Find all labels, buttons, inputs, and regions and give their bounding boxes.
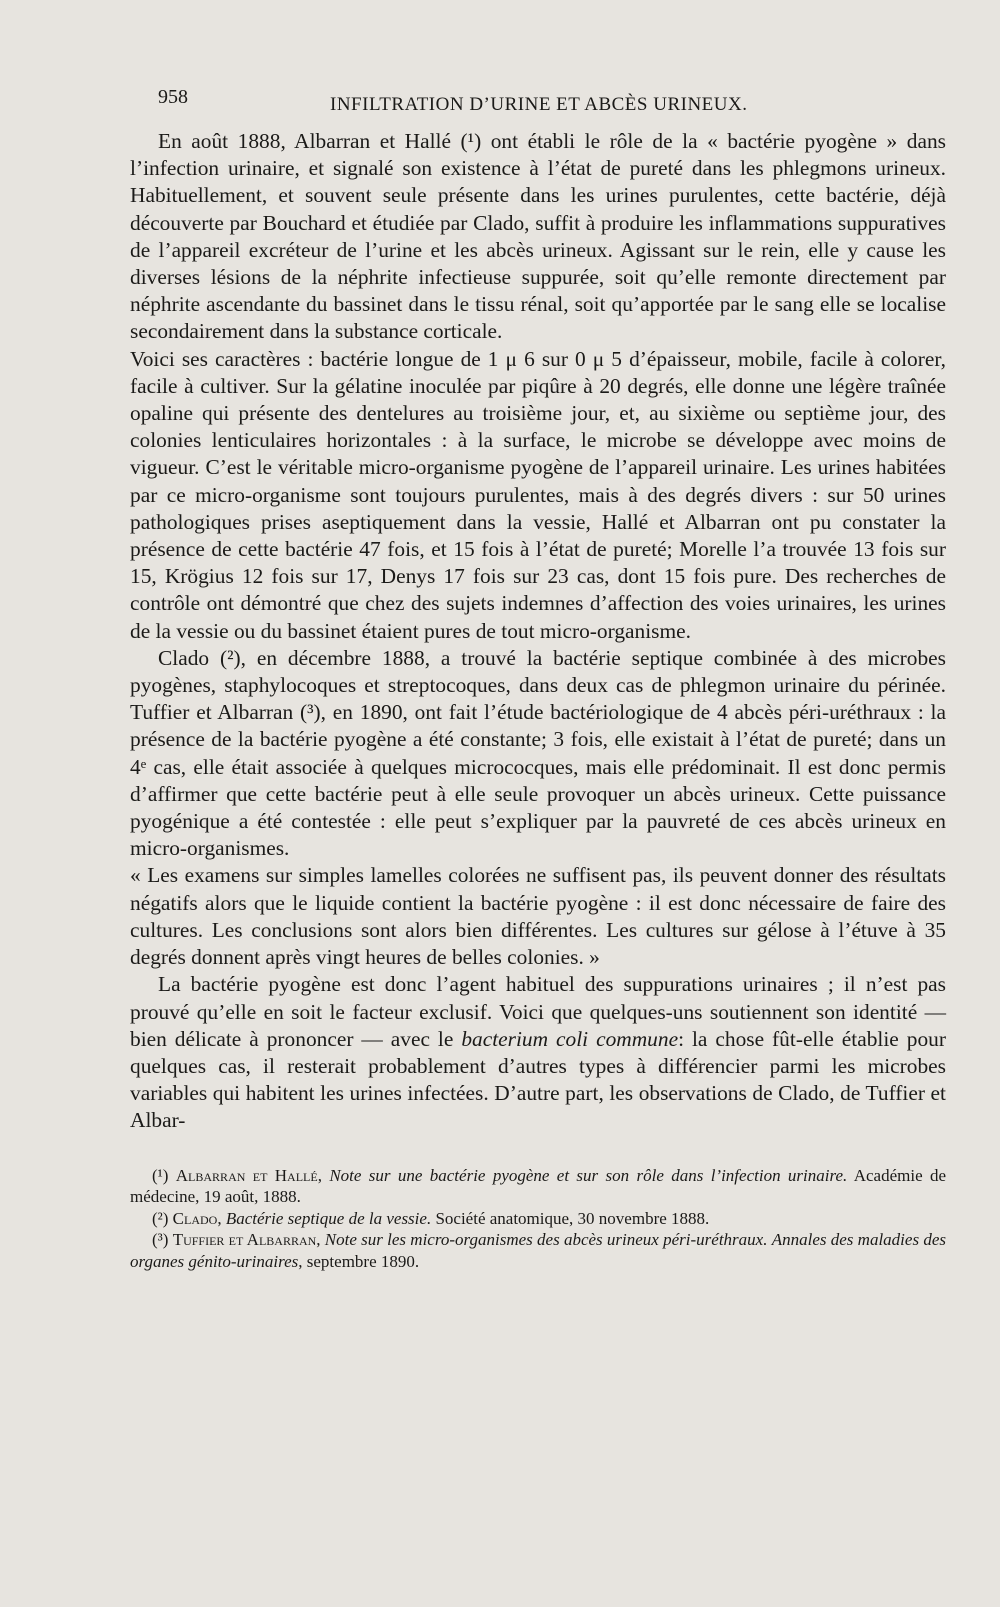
footnote-authors: Tuffier et Albarran,: [172, 1230, 321, 1250]
footnote: [130, 1208, 946, 1230]
page-number: 958: [158, 86, 188, 108]
footnote-authors: Albarran et Hallé,: [175, 1165, 322, 1185]
paragraph: « Les examens sur simples lamelles colorées ne suffisent pas, ils peuvent donner des résultats négatifs alors que le liquide contient la bactérie pyogène : il est donc nécessaire de faire des cultures. Les conclusions sont alors bien différentes. Les cultures sur gélose à l’étuve à 35 degrés donnent après vingt heures de belles colonies. »: [130, 863, 946, 970]
footnote-source: Société anatomique, 30 novembre 1888.: [435, 1208, 710, 1228]
footnote-authors: Clado,: [172, 1208, 222, 1228]
footnote-mark: (²): [152, 1208, 169, 1228]
paragraph: Clado (²), en décembre 1888, a trouvé la bactérie septique combinée à des microbes pyogènes, staphylocoques et streptocoques, dans deux cas de phlegmon urinaire du périnée. Tuffier et Albarran (³), en 1890, ont fait l’étude bactériologique de 4 abcès péri-uréthraux : la présence de la bactérie pyogène a été constante; 3 fois, elle existait à l’état de pureté; dans un 4ᵉ cas, elle était associée à quelques micrococques, mais elle prédominait. Il est donc permis d’affirmer que cette bactérie peut à elle seule provoquer un abcès urineux. Cette puissance pyogénique a été contestée : elle peut s’expliquer par la pauvreté de ces abcès urineux en micro-organismes.: [130, 645, 946, 861]
page-header: [130, 80, 946, 124]
paragraph: [130, 971, 946, 1134]
footnote-title: Bactérie septique de la vessie.: [225, 1208, 432, 1228]
footnote-source: Académie de médecine, 19 août, 1888.: [130, 1165, 947, 1207]
running-head: INFILTRATION D’URINE ET ABCÈS URINEUX.: [330, 94, 748, 115]
footnote: [130, 1229, 946, 1272]
paragraph: Voici ses caractères : bactérie longue de 1 μ 6 sur 0 μ 5 d’épaisseur, mobile, facile à colorer, facile à cultiver. Sur la gélatine inoculée par piqûre à 20 degrés, elle donne une légère traînée opaline qui présente des dentelures au troisième jour, et, au sixième ou septième jour, des colonies lenticulaires horizontales : à la surface, le microbe se développe avec moins de vigueur. C’est le véritable micro-organisme pyogène de l’appareil urinaire. Les urines habitées par ce micro-organisme sont toujours purulentes, mais à des degrés divers : sur 50 urines pathologiques prises aseptiquement dans la vessie, Hallé et Albarran ont pu constater la présence de cette bactérie 47 fois, et 15 fois à l’état de pureté; Morelle l’a trouvée 13 fois sur 15, Krögius 12 fois sur 17, Denys 17 fois sur 23 cas, dont 15 fois pure. Des recherches de contrôle ont démontré que chez des sujets indemnes d’affection des voies urinaires, les urines de la vessie ou du bassinet étaient pures de tout micro-organisme.: [130, 346, 946, 643]
italic-term: bacterium coli commune: [461, 1026, 679, 1051]
footnote-journal: Annales des maladies des organes génito-urinaires: [130, 1230, 946, 1271]
footnote-mark: (¹): [152, 1165, 169, 1185]
footnote-mark: (³): [152, 1230, 169, 1250]
footnote-source: , septembre 1890.: [298, 1251, 420, 1271]
paragraph-text: : la chose fût-elle établie pour quelques cas, il resterait probablement d’autres types à différencier parmi les microbes variables qui habitent les urines infectées. D’autre part, les observations de Clado, de Tuffier et Albar-: [130, 1026, 946, 1133]
footnotes: [130, 1165, 946, 1273]
footnote-title: Note sur les micro-organismes des abcès urineux péri-uréthraux.: [324, 1230, 768, 1250]
body-text: [130, 128, 946, 1135]
footnote: [130, 1165, 946, 1208]
paragraph-text: La bactérie pyogène est donc l’agent habituel des suppurations urinaires ; il n’est pas prouvé qu’elle en soit le facteur exclusif. Voici que quelques-uns soutiennent son identité — bien délicate à prononcer — avec le: [130, 972, 946, 1051]
footnote-title: Note sur une bactérie pyogène et sur son rôle dans l’infection urinaire.: [329, 1165, 848, 1185]
paragraph: En août 1888, Albarran et Hallé (¹) ont établi le rôle de la « bactérie pyogène » dans l’infection urinaire, et signalé son existence à l’état de pureté dans les phlegmons urineux. Habituellement, et souvent seule présente dans les urines purulentes, cette bactérie, déjà découverte par Bouchard et étudiée par Clado, suffit à produire les inflammations suppuratives de l’appareil excréteur de l’urine et les abcès urineux. Agissant sur le rein, elle y cause les diverses lésions de la néphrite infectieuse suppurée, soit qu’elle remonte directement par néphrite ascendante du bassinet dans le tissu rénal, soit qu’apportée par le sang elle se localise secondairement dans la substance corticale.: [130, 129, 946, 344]
